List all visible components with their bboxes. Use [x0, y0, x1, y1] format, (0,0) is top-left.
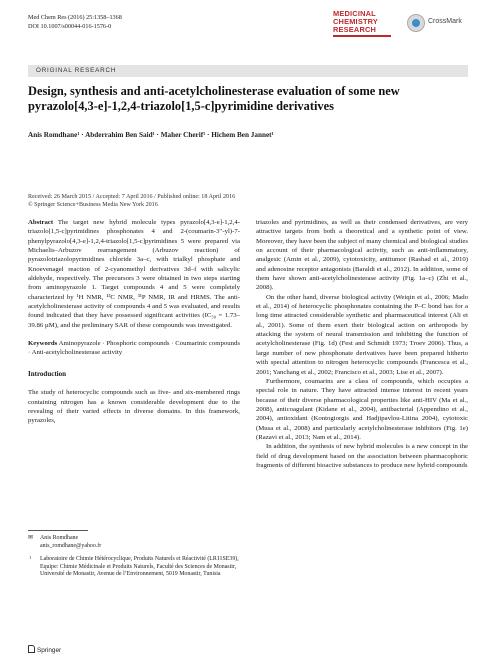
envelope-icon: ✉ [28, 535, 33, 541]
journal-citation: Med Chem Res (2016) 25:1358–1368 [28, 14, 122, 21]
keywords [28, 339, 240, 358]
crossmark-label: CrossMark [428, 18, 462, 25]
abstract [28, 218, 240, 330]
right-column [256, 218, 468, 470]
journal-logo [333, 10, 468, 46]
footnote-rule [28, 530, 88, 531]
logo-line-3: RESEARCH [333, 25, 377, 34]
footnotes [28, 535, 240, 579]
affiliation-block [28, 556, 240, 579]
affiliation-text: Laboratoire de Chimie Hétérocyclique, Produits Naturels et Réactivité (LR11SE39), Equipe: Chimie Médicinale et Produits Naturels, Faculté des Sciences de Monastir, Université de Monastir, Avenue de l’Environnement, 5019 Monastir, Tunisia [40, 556, 239, 578]
abstract-text: The target new hybrid molecule types pyrazolo[4,3-e]-1,2,4-triazolo[1,5-c]pyrimidines phosphonates 4 and 2-(coumarin-3′′-yl)-7-phenylpyrazolo[4,3-e]-1,2,4-triazolo[1,5-c]pyrimidines 5 were prepared via Michaelis–Arbuzov rearrangement (Arbuzov reaction) of pyrazolotriazolopyrimidines chloride 3a–c, with trialkyl phosphate and Knoevenagel reaction of 2-cyanomethyl derivatives 3d–f with salicylic aldehyde, respectively. The precursors 3 were obtained in two steps starting from aminopyrazole 1. Target compounds 4 and 5 were completely characterized by ¹H NMR, ¹³C NMR, ³¹P NMR, IR and HRMS. The anti-acetylcholinesterase activity of compounds 4 and 5 was evaluated, and results found indicated that they have possessed significant activities (IC₅₀ = 1.73–39.86 µM), and the preliminary SAR of these compounds was investigated. [28, 219, 240, 329]
crossmark-badge[interactable] [407, 14, 465, 34]
publisher-name: Springer [37, 647, 62, 654]
received-dates: Received: 26 March 2015 / Accepted: 7 April 2016 / Published online: 18 April 2016 [28, 194, 236, 200]
article-type-badge: ORIGINAL RESEARCH [28, 65, 468, 77]
body-paragraph-4: In addition, the synthesis of new hybrid molecules is a new concept in the field of drug development based on the association between pharmacophoric fragments of different bioactive substances to produce new hybrid compounds [256, 443, 468, 469]
publication-dates [28, 193, 235, 209]
contact-email[interactable]: anis_romdhane@yahoo.fr [40, 542, 102, 549]
doi-line: DOI 10.1007/s00044-016-1576-0 [28, 22, 112, 30]
introduction-paragraph: The study of heterocyclic compounds such as five- and six-membered rings containing nitrogen has a known considerable development due to the revealing of their varied effects in diverse domains. In this framework, pyrazoles, [28, 389, 240, 425]
article-title: Design, synthesis and anti-acetylcholinesterase evaluation of some new pyrazolo[4,3-e]-1,2,4-triazolo[1,5-c]pyrimidine derivatives [28, 84, 400, 113]
left-column [28, 218, 240, 426]
logo-line-2: CHEMISTRY [333, 17, 379, 26]
keywords-label: Keywords [28, 340, 58, 348]
logo-underline [333, 35, 391, 37]
springer-horse-icon [28, 645, 35, 653]
keywords-text: Aminopyrazole · Phosphoric compounds · Coumarinic compounds · Anti-acetylcholinesterase activity [28, 340, 240, 357]
publisher-footer [28, 645, 61, 654]
affiliation-number: 1 [29, 555, 32, 561]
journal-logo-text [333, 10, 378, 34]
body-paragraph-1: triazoles and pyrimidines, as well as their condensed derivatives, are very attractive targets from both a theoretical and a synthetic point of view. Moreover, they have been the subject of many chemical and biological studies on account of their pharmacological activity, such as anti-inflammatory, analgesic (Amin et al., 2009), cytotoxicity, antitumor (Rashad et al., 2010) and adenosine receptor antagonists (Baraldi et al., 2012). In addition, some of them have shown anti-acetylcholinesterase activity (Fig. 1a–c) (Zhi et al., 2008). [256, 219, 468, 292]
journal-header [28, 14, 122, 31]
body-paragraph-2: On the other hand, diverse biological activity (Weiqin et al., 2006; Mado et al., 2014) of heterocyclic phosphonates containing the P–C bond has for a long time attracted considerable synthetic and pharmaceutical interest (Ali et al., 2001). Some of them exert their biological action on arthropods by attacking the system of neural transmission and inhibiting the function of acetylcholinesterase (Fig. 1d) (Fest and Schmidt 1973; Troev 2006). Thus, a large number of new phosphonate derivatives have been prepared hitherto with special attention to nitrogen heterocyclic compounds (Francesca et al., 2001; Yanchang et al., 2002; Francisco et al., 2003; Lise et al., 2007). [256, 293, 468, 376]
contact-name: Anis Romdhane [40, 535, 79, 541]
body-paragraph-3: Furthermore, coumarins are a class of compounds, which occupies a special role in nature. They have attracted intense interest in recent years because of their diverse pharmacological properties like anti-HIV (Ma et al., 2008), anticoagulant (Kidane et al., 2004), antibacterial (Appendino et al., 2004), antioxidant (Kontogiorgis and Hadjipavlou-Litina 2004), cytotoxic (Musa et al., 2008) and particularly acetylcholinesterase inhibitors (Fig. 1e) (Razavi et al., 2013; Nam et al., 2014). [256, 377, 468, 441]
crossmark-icon [407, 14, 425, 32]
author-list: Anis Romdhane¹ · Abderrahim Ben Said¹ · Maher Cherif¹ · Hichem Ben Jannet¹ [28, 131, 274, 139]
contact-block [28, 535, 240, 550]
copyright-line: © Springer Science+Business Media New York 2016 [28, 202, 158, 208]
abstract-label: Abstract [28, 219, 54, 226]
introduction-heading: Introduction [28, 369, 66, 378]
logo-line-1: MEDICINAL [333, 9, 376, 18]
